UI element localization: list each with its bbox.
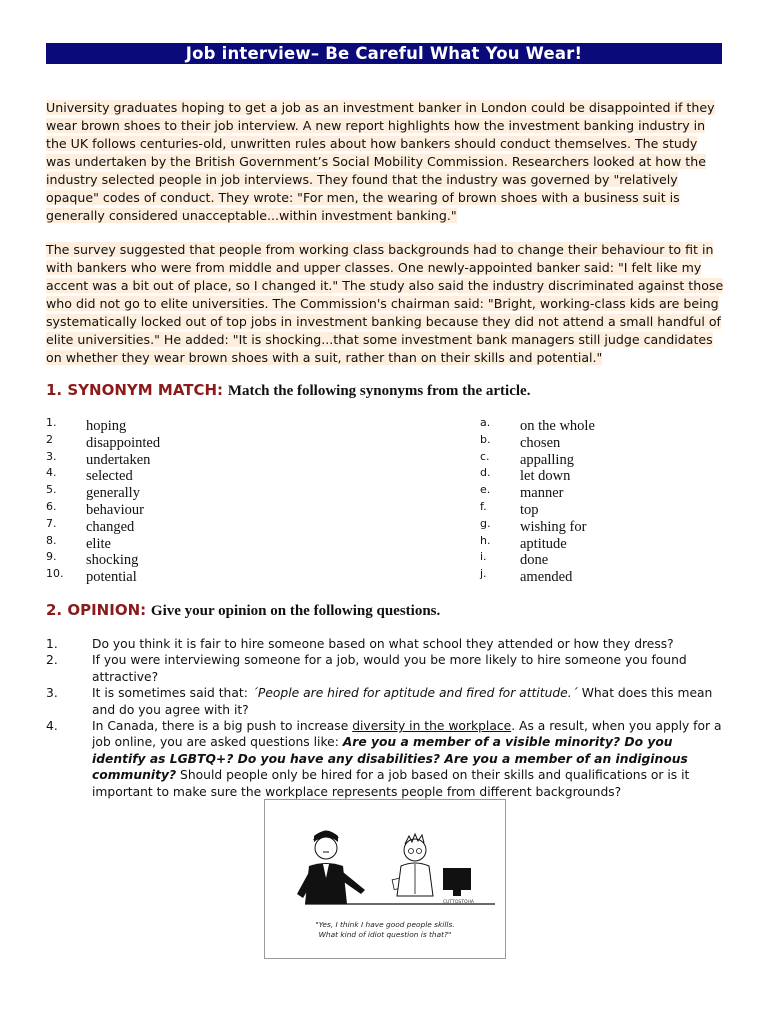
question-number: 4. (46, 719, 58, 734)
list-item (46, 517, 366, 534)
question-number: 2. (46, 653, 58, 668)
cartoon-caption-line-1: "Yes, I think I have good people skills. (315, 920, 455, 929)
synonym-match-list (480, 416, 768, 584)
cartoon-image (264, 799, 506, 959)
item-letter: i. (480, 550, 487, 564)
item-word: on the whole (520, 418, 595, 434)
item-word: manner (520, 485, 564, 502)
item-word: amended (520, 569, 573, 586)
cartoonist-signature: CUTTOSTOHA (443, 900, 475, 905)
item-letter: d. (480, 466, 491, 480)
item-word: chosen (520, 434, 561, 451)
item-number: 6. (46, 499, 57, 513)
item-word: elite (86, 535, 111, 552)
item-word: aptitude (520, 535, 567, 552)
synonym-word-list (46, 416, 366, 584)
article-paragraph-2 (46, 241, 724, 367)
article-paragraph-1 (46, 99, 724, 225)
diversity-link[interactable]: diversity in the workplace (352, 719, 512, 734)
item-number: 10. (46, 567, 64, 581)
list-item (46, 466, 366, 483)
question-text-end: Should people only be hired for a job based on their skills and qualifications or is it important to make sure the workplace represents people from different backgrounds? (92, 768, 690, 799)
question-number: 3. (46, 686, 58, 701)
synonym-match-instruction: Match the following synonyms from the article. (227, 383, 531, 399)
item-number: 2 (46, 432, 53, 446)
opinion-heading (46, 601, 440, 620)
question-bold-italic: Are you a member of a visible minority? Do you identify as LGBTQ+? Do you have any disabilities? Are you a member of an indiginous community? (92, 735, 688, 783)
question-number: 1. (46, 637, 58, 651)
list-item (480, 517, 768, 534)
opinion-title: 2. OPINION: (46, 601, 147, 619)
item-word: generally (86, 485, 140, 502)
item-number: 8. (46, 533, 57, 547)
question-text: If you were interviewing someone for a job, would you be more likely to hire someone you found attractive? (92, 653, 687, 684)
list-item (46, 416, 366, 433)
item-word: done (520, 552, 549, 569)
item-number: 4. (46, 466, 57, 480)
item-number: 9. (46, 550, 57, 564)
question-item (46, 718, 726, 800)
opinion-instruction: Give your opinion on the following questions. (150, 603, 441, 619)
list-item (480, 416, 768, 433)
item-word: shocking (86, 552, 139, 569)
item-letter: f. (480, 499, 487, 513)
list-item (46, 500, 366, 517)
list-item (480, 466, 768, 483)
item-number: 7. (46, 516, 57, 530)
question-quote: ´People are hired for aptitude and fired for attitude.´ (251, 686, 578, 701)
question-text-end: What does this mean and do you agree with it? (92, 686, 713, 717)
cartoon-caption-line-2: What kind of idiot question is that?" (318, 930, 452, 939)
item-number: 1. (46, 416, 57, 429)
item-word: wishing for (520, 518, 587, 535)
list-item (46, 534, 366, 551)
list-item (46, 483, 366, 500)
paragraph-2-text: The survey suggested that people from working class backgrounds had to change their behaviour to fit in with bankers who were from middle and upper classes. One newly-appointed banker said: "I felt like my accent was a bit out of place, so I changed it." The study also said the industry discriminated against those who did not go to elite universities. The Commission's chairman said: "Bright, working-class kids are being systematically locked out of top jobs in investment banking because they did not attend a small handful of elite universities." He added: "It is shocking...that some investment bank managers still judge candidates on whether they wear brown shoes with a suit, rather than on their skills and potential." (46, 242, 724, 365)
item-word: appalling (520, 451, 574, 468)
list-item (480, 500, 768, 517)
item-number: 3. (46, 449, 57, 463)
list-item (480, 567, 768, 584)
list-item (46, 433, 366, 450)
question-item (46, 636, 726, 652)
item-word: undertaken (86, 451, 151, 468)
item-word: hoping (86, 418, 127, 434)
question-text-start: It is sometimes said that: (92, 686, 252, 701)
item-word: potential (86, 569, 137, 586)
question-text-middle: . As a result, when you apply for a job online, you are asked questions like: (92, 719, 722, 750)
item-number: 5. (46, 483, 57, 497)
list-item (46, 567, 366, 584)
item-word: disappointed (86, 434, 161, 451)
item-word: behaviour (86, 501, 144, 518)
item-letter: b. (480, 432, 491, 446)
list-item (480, 450, 768, 467)
opinion-question-list (46, 636, 726, 800)
list-item (480, 550, 768, 567)
question-item (46, 652, 726, 685)
list-item (480, 483, 768, 500)
synonym-match-heading (46, 381, 530, 400)
item-word: let down (520, 468, 571, 485)
question-text (92, 718, 726, 800)
item-letter: h. (480, 533, 491, 547)
list-item (46, 550, 366, 567)
item-letter: j. (480, 567, 487, 581)
item-word: selected (86, 468, 133, 485)
question-item (46, 685, 726, 718)
list-item (46, 450, 366, 467)
list-item (480, 433, 768, 450)
item-word: changed (86, 518, 135, 535)
item-word: top (520, 501, 539, 518)
question-text: Do you think it is fair to hire someone based on what school they attended or how they dress? (92, 637, 674, 651)
synonym-match-title: 1. SYNONYM MATCH: (46, 381, 224, 399)
item-letter: g. (480, 516, 491, 530)
cartoon-caption (265, 920, 505, 940)
item-letter: e. (480, 483, 491, 497)
item-letter: c. (480, 449, 490, 463)
question-text-start: In Canada, there is a big push to increase (92, 719, 353, 734)
paragraph-1-text: University graduates hoping to get a job as an investment banker in London could be disappointed if they wear brown shoes to their job interview. A new report highlights how the investment banking industry in the UK follows centuries-old, unwritten rules about how bankers should conduct themselves. The study was undertaken by the British Government’s Social Mobility Commission. Researchers looked at how the industry selected people in job interviews. They found that the industry was governed by "relatively opaque" codes of conduct. They wrote: "For men, the wearing of brown shoes with a business suit is generally considered unacceptable...within investment banking." (46, 100, 715, 223)
item-letter: a. (480, 416, 491, 429)
list-item (480, 534, 768, 551)
page-title: Job interview– Be Careful What You Wear! (46, 43, 722, 64)
question-text (92, 685, 726, 718)
